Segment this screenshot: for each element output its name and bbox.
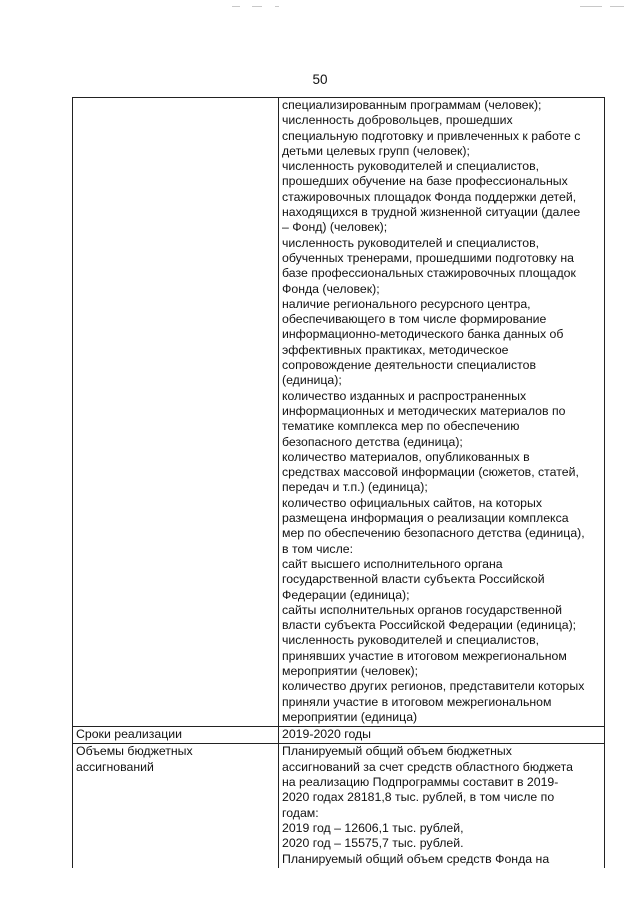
row-value-line: в том числе: [282,541,354,556]
row-value-line: тематике комплекса мер по обеспечению [282,419,520,434]
row-value-line: сопровождение деятельности специалистов [282,358,537,373]
passport-table [72,97,605,868]
row-label-cell [73,727,279,744]
row-value-line: размещена информация о реализации комплекса [282,511,569,526]
scan-artifacts [0,6,640,12]
row-value-line: детьми целевых групп (человек); [282,143,470,158]
row-value-line: сайт высшего исполнительного органа [282,556,503,571]
row-value-line: на реализацию Подпрограммы составит в 2019- [282,775,559,790]
row-value-line: количество официальных сайтов, на которых [282,495,543,510]
table-body [73,98,605,868]
row-value-line: 2020 год – 15575,7 тыс. рублей. [282,836,464,851]
row-value-line: Фонда (человек); [282,281,380,296]
row-value-line: ассигнований за счет средств областного бюджета [282,759,573,774]
row-value-line: 2019 год – 12606,1 тыс. рублей, [282,820,464,835]
row-value-line: приняли участие в итоговом межрегиональном [282,694,552,709]
row-value-line: количество изданных и распространенных [282,388,527,403]
row-value-line: мероприятии (человек); [282,663,418,678]
row-value-line: численность руководителей и специалистов, [282,159,540,174]
table-row [73,98,605,727]
table-row [73,744,605,868]
table-row [73,727,605,744]
row-value-line: безопасного детства (единица); [282,434,463,449]
row-value-line: информационных и методических материалов по [282,403,566,418]
row-value-line: (единица); [282,373,342,388]
row-value-line: наличие регионального ресурсного центра, [282,296,531,311]
row-value-line: численность добровольцев, прошедших [282,113,513,128]
row-value-line: Планируемый общий объем бюджетных [282,744,512,759]
row-value-line: эффективных практиках, методическое [282,342,509,357]
row-value-cell [279,744,605,868]
row-value-cell [279,727,605,744]
row-value-line: базе профессиональных стажировочных площадок [282,266,576,281]
row-value-line: Федерации (единица); [282,587,410,602]
row-value-line: сайты исполнительных органов государственной [282,602,562,617]
row-value-line: мероприятии (единица) [282,709,418,724]
row-value-line: годам: [282,805,319,820]
row-value-line: специализированным программам (человек); [282,98,542,112]
row-label-line: Сроки реализации [76,727,183,742]
row-value-line: стажировочных площадок Фонда поддержки детей, [282,189,577,204]
row-value-line: власти субъекта Российской Федерации (единица); [282,618,577,633]
row-value-line: прошедших обучение на базе профессиональных [282,174,568,189]
row-label-cell [73,744,279,868]
row-value-line: находящихся в трудной жизненной ситуации (далее [282,205,581,220]
row-value-line: – Фонд) (человек); [282,220,388,235]
row-value-line: передач и т.п.) (единица); [282,480,428,495]
row-value-line: принявших участие в итоговом межрегиональном [282,648,567,663]
row-value-cell [279,98,605,727]
row-value-line: информационно-методического банка данных об [282,327,564,342]
row-value-line: количество материалов, опубликованных в [282,449,530,464]
row-value-line: мер по обеспечению безопасного детства (единица), [282,526,585,541]
row-value-line: обеспечивающего в том числе формирование [282,312,547,327]
row-value-line: количество других регионов, представители которых [282,679,585,694]
row-value-line: специальную подготовку и привлеченных к работе с [282,128,581,143]
row-value-line: численность руководителей и специалистов, [282,235,540,250]
row-value-line: государственной власти субъекта Российской [282,572,545,587]
row-value-line: Планируемый общий объем средств Фонда на [282,851,550,866]
row-value-line: численность руководителей и специалистов, [282,633,540,648]
row-label-line: ассигнований [76,759,154,774]
row-value-line: 2019-2020 годы [282,727,372,742]
row-value-line: средствах массовой информации (сюжетов, статей, [282,465,579,480]
page-number: 50 [312,72,328,87]
row-value-line: 2020 годах 28181,8 тыс. рублей, в том числе по [282,790,555,805]
row-value-line: обученных тренерами, прошедшими подготовку на [282,250,574,265]
row-label-line: Объемы бюджетных [76,744,193,759]
row-label-cell [73,98,279,727]
